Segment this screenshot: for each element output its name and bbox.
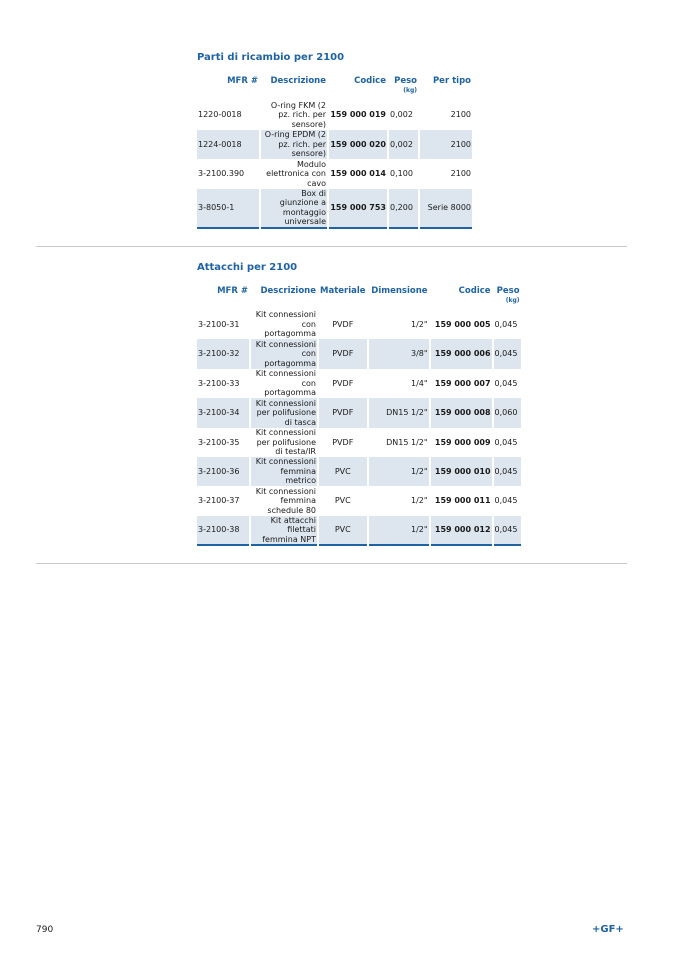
cell-code: 159 000 009 [434,437,491,447]
header-weight-unit: (kg) [403,86,417,94]
header-weight-unit: (kg) [505,296,520,304]
cell-dimension: 1/2" [410,319,428,329]
cell-description: Kit attacchi filettati femmina NPT [251,516,317,547]
header-material: Materiale [320,286,366,296]
section-divider [36,246,627,247]
cell-weight: 0,045 [494,378,518,388]
cell-material: PVDF [319,339,367,368]
cell-dimension: 3/8" [369,339,429,368]
header-weight [389,77,418,100]
header-code: Codice [458,286,491,296]
cell-dimension: 1/2" [369,457,429,486]
cell-description: Kit connessioni con portagomma [251,339,317,368]
cell-material: PVDF [332,319,354,329]
cell-mfr: 3-2100-35 [198,437,240,447]
cell-description: Box di giunzione a montaggio universale [261,189,327,229]
header-dimension: Dimensione [371,286,428,296]
cell-mfr: 1220-0018 [198,110,242,119]
table-row [197,159,472,189]
cell-dimension: 1/2" [369,516,429,547]
header-description: Descrizione [270,76,326,86]
cell-dimension: DN15 1/2" [386,437,428,447]
section-title-fittings: Attacchi per 2100 [197,262,298,273]
cell-code: 159 000 012 [431,516,492,547]
table-row [197,457,521,486]
cell-mfr: 3-2100.390 [198,169,245,178]
cell-type: 2100 [450,110,471,119]
cell-weight: 0,002 [389,130,418,160]
cell-weight: 0,045 [494,319,518,329]
cell-code: 159 000 011 [434,496,491,506]
table-header-row [197,77,472,100]
cell-type: 2100 [450,169,471,178]
cell-dimension: 1/4" [410,378,428,388]
cell-description: Kit connessioni femmina metrico [251,457,317,486]
cell-mfr: 3-2100-31 [198,319,240,329]
cell-material: PVDF [332,437,354,447]
gf-logo: +GF+ [592,924,624,935]
cell-weight: 0,045 [494,437,518,447]
table-header-row [197,287,521,310]
cell-weight: 0,100 [390,169,413,178]
cell-description: Kit connessioni con portagomma [255,310,316,339]
table-row [197,100,472,130]
cell-type: 2100 [420,130,472,160]
cell-dimension: 1/2" [410,496,428,506]
cell-mfr: 3-2100-34 [197,398,249,427]
cell-description: Kit connessioni per polifusione di testa/IR [255,428,316,456]
table-row [197,398,521,427]
cell-weight: 0,045 [494,339,521,368]
cell-weight: 0,045 [494,496,518,506]
table-row [197,428,521,457]
cell-mfr: 1224-0018 [197,130,259,160]
cell-mfr: 3-2100-36 [197,457,249,486]
cell-code: 159 000 005 [434,319,491,329]
cell-weight: 0,045 [494,457,521,486]
cell-code: 159 000 007 [434,378,491,388]
fittings-table [195,287,523,546]
cell-material: PVC [319,516,367,547]
header-type: Per tipo [432,76,471,86]
cell-material: PVDF [319,398,367,427]
cell-code: 159 000 014 [330,169,386,178]
header-mfr: MFR # [217,286,248,296]
cell-mfr: 3-2100-37 [198,496,240,506]
cell-description: Kit connessioni con portagomma [255,369,316,398]
cell-weight: 0,200 [389,189,418,229]
cell-code: 159 000 006 [431,339,492,368]
cell-description: Modulo elettronica con cavo [266,159,326,188]
cell-code: 159 000 010 [431,457,492,486]
cell-description: O-ring FKM (2 pz. rich. per sensore) [270,100,326,129]
cell-description: Kit connessioni per polifusione di tasca [251,398,317,427]
cell-code: 159 000 019 [330,110,386,119]
cell-code: 159 000 008 [431,398,492,427]
section-title-spare-parts: Parti di ricambio per 2100 [197,52,345,63]
cell-mfr: 3-2100-32 [197,339,249,368]
header-mfr: MFR # [227,76,258,86]
header-description: Descrizione [260,286,316,296]
spare-parts-table [195,77,474,229]
cell-material: PVDF [332,378,354,388]
table-row [197,486,521,515]
table-row [197,516,521,547]
cell-material: PVC [334,496,351,506]
cell-weight: 0,002 [390,110,413,119]
section-divider [36,563,627,564]
header-weight [494,287,521,310]
table-row [197,310,521,339]
header-code: Codice [354,76,386,86]
cell-description: Kit connessioni femmina schedule 80 [255,486,316,515]
table-row [197,130,472,160]
cell-dimension: DN15 1/2" [369,398,429,427]
cell-mfr: 3-2100-38 [197,516,249,547]
cell-mfr: 3-2100-33 [198,378,240,388]
header-weight-label: Peso [496,286,520,296]
cell-mfr: 3-8050-1 [197,189,259,229]
cell-type: Serie 8000 [420,189,472,229]
header-weight-label: Peso [394,76,417,86]
table-row [197,339,521,368]
cell-weight: 0,045 [494,516,521,547]
table-row [197,189,472,229]
cell-description: O-ring EPDM (2 pz. rich. per sensore) [261,130,327,160]
cell-code: 159 000 020 [329,130,387,160]
cell-code: 159 000 753 [329,189,387,229]
cell-weight: 0,060 [494,398,521,427]
table-row [197,369,521,398]
page-number: 790 [36,925,54,935]
cell-material: PVC [319,457,367,486]
